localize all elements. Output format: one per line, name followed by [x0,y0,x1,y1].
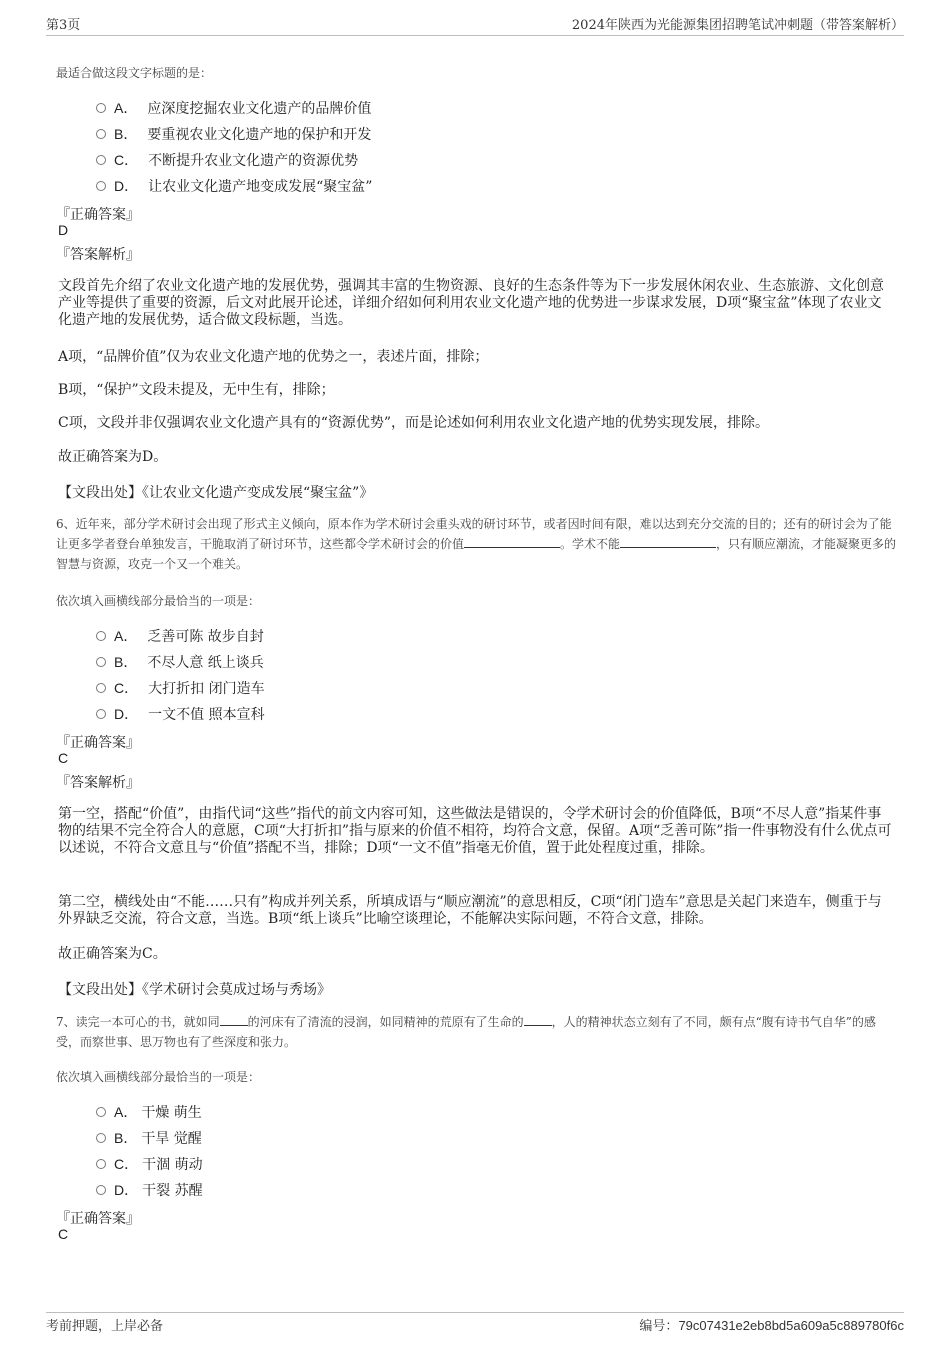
option-letter: D． [114,1182,139,1198]
document-title: 2024年陕西为光能源集团招聘笔试冲刺题（带答案解析） [571,18,904,33]
option-text: 大打折扣 闭门造车 [148,681,265,697]
q6-analysis-para-1: 第一空，搭配“价值”，由指代词“这些”指代的前文内容可知，这些做法是错误的，令学术研讨会的价值降低，B项“不尽人意”指某件事物的结果不完全符合人的意愿，C项“大打折扣”指与原来的价值不相符，均符合文意，保留。A项“乏善可陈”指一件事物没有什么优点可以述说，不符合文意且与“价值”搭配不当，排除；D项“一文不值”指毫无价值，置于此处程度过重，排除。 [58,806,892,856]
q5-option-a[interactable] [96,98,371,118]
q6-source: 【文段出处】《学术研讨会莫成过场与秀场》 [58,982,331,998]
q6-option-a[interactable] [96,626,264,646]
q5-source: 【文段出处】《让农业文化遗产变成发展“聚宝盆”》 [58,485,374,501]
option-text: 干裂 苏醒 [142,1183,203,1199]
page-header [46,14,904,34]
q6-analysis-para-3: 故正确答案为C。 [58,946,167,962]
q6-question-text [56,514,898,574]
option-letter: C． [114,680,139,696]
q5-analysis-para-3: B项，“保护”文段未提及，无中生有，排除； [58,382,335,398]
document-id [639,1315,904,1334]
option-letter: D． [114,706,139,722]
q6-text-part-3: ，只有顺应潮流，才能凝聚更多的智慧与资源，攻克一个又一个难关。 [56,537,897,571]
option-letter: B． [114,654,138,670]
option-letter: A． [114,1104,138,1120]
radio-icon[interactable] [96,683,106,693]
q6-option-c[interactable] [96,678,265,698]
q7-prompt: 依次填入画横线部分最恰当的一项是： [56,1070,261,1084]
radio-icon[interactable] [96,1133,106,1143]
option-text: 干旱 觉醒 [141,1131,202,1147]
radio-icon[interactable] [96,709,106,719]
q5-option-b[interactable] [96,124,371,144]
radio-icon[interactable] [96,129,106,139]
option-text: 不尽人意 纸上谈兵 [147,655,264,671]
radio-icon[interactable] [96,631,106,641]
q7-option-b[interactable] [96,1128,202,1148]
page-footer [46,1315,904,1335]
q7-question-text [56,1012,898,1052]
radio-icon[interactable] [96,657,106,667]
q5-option-d[interactable] [96,176,372,196]
q6-analysis-para-2: 第二空，横线处由“不能……只有”构成并列关系，所填成语与“顺应潮流”的意思相反，C项“闭门造车”意思是关起门来造车，侧重于与外界缺乏交流，符合文意，当选。B项“纸上谈兵”比喻空谈理论，不能解决实际问题，不符合文意，排除。 [58,894,882,927]
option-text: 要重视农业文化遗产地的保护和开发 [147,127,372,143]
header-divider [46,35,904,36]
option-letter: C． [114,152,139,168]
option-letter: D． [114,178,139,194]
fill-blank [220,1014,248,1026]
option-text: 乏善可陈 故步自封 [147,629,264,645]
document-id-code: 79c07431e2eb8bd5a609a5c889780f6c [678,1318,904,1333]
q6-option-b[interactable] [96,652,264,672]
option-text: 一文不值 照本宣科 [148,707,265,723]
q5-answer-label: 『正确答案』 [56,207,140,223]
q6-analysis-label: 『答案解析』 [56,775,140,791]
option-letter: B． [114,126,138,142]
q5-analysis-para-4: C项，文段并非仅强调农业文化遗产具有的“资源优势”，而是论述如何利用农业文化遗产地的优势实现发展，排除。 [58,415,770,431]
fill-blank [620,536,716,548]
radio-icon[interactable] [96,1185,106,1195]
q7-option-c[interactable] [96,1154,203,1174]
option-text: 让农业文化遗产地变成发展“聚宝盆” [148,179,373,195]
document-id-label: 编号： [639,1319,679,1334]
footer-slogan: 考前押题，上岸必备 [46,1319,164,1334]
option-letter: A． [114,100,138,116]
q7-answer-label: 『正确答案』 [56,1211,140,1227]
fill-blank [524,1014,552,1026]
option-text: 干涸 萌动 [142,1157,203,1173]
option-letter: A． [114,628,138,644]
option-text: 干燥 萌生 [141,1105,202,1121]
option-letter: B． [114,1130,138,1146]
q7-answer: C [58,1226,69,1242]
radio-icon[interactable] [96,181,106,191]
radio-icon[interactable] [96,155,106,165]
radio-icon[interactable] [96,1159,106,1169]
q7-option-d[interactable] [96,1180,203,1200]
q5-analysis-para-5: 故正确答案为D。 [58,449,168,465]
q6-answer: C [58,750,69,766]
radio-icon[interactable] [96,1107,106,1117]
q6-prompt: 依次填入画横线部分最恰当的一项是： [56,594,261,608]
q6-option-d[interactable] [96,704,265,724]
q5-analysis-label: 『答案解析』 [56,247,140,263]
q7-text-part-1: 7、读完一本可心的书，就如同 [56,1015,220,1029]
option-text: 应深度挖掘农业文化遗产的品牌价值 [147,101,372,117]
q5-analysis-para-1: 文段首先介绍了农业文化遗产地的发展优势，强调其丰富的生物资源、良好的生态条件等为下一步发展休闲农业、生态旅游、文化创意产业等提供了重要的资源，后文对此展开论述，详细介绍如何利用农业文化遗产地的优势进一步谋求发展，D项“聚宝盆”体现了农业文化遗产地的发展优势，适合做文段标题，当选。 [58,278,884,328]
radio-icon[interactable] [96,103,106,113]
footer-divider [46,1312,904,1313]
option-text: 不断提升农业文化遗产的资源优势 [148,153,359,169]
q7-option-a[interactable] [96,1102,202,1122]
q5-answer: D [58,222,69,238]
q5-analysis-para-2: A项，“品牌价值”仅为农业文化遗产地的优势之一，表述片面，排除； [58,349,489,365]
q6-text-part-2: 。学术不能 [560,537,621,551]
page-number: 第3页 [46,18,81,33]
q5-prompt: 最适合做这段文字标题的是： [56,66,213,80]
q5-option-c[interactable] [96,150,358,170]
fill-blank [464,536,560,548]
option-letter: C． [114,1156,139,1172]
q7-text-part-3: ，人的精神状态立刻有了不同，颇有点“腹有诗书气自华”的感受，而察世事、思万物也有了些深度和张力。 [56,1015,876,1049]
q6-text-part-1: 6、近年来，部分学术研讨会出现了形式主义倾向，原本作为学术研讨会重头戏的研讨环节，或者因时间有限，难以达到充分交流的目的；还有的研讨会为了能让更多学者登台单独发言，干脆取消了研讨环节，这些都令学术研讨会的价值 [56,517,892,551]
q7-text-part-2: 的河床有了清流的浸润，如同精神的荒原有了生命的 [247,1015,524,1029]
q6-answer-label: 『正确答案』 [56,735,140,751]
